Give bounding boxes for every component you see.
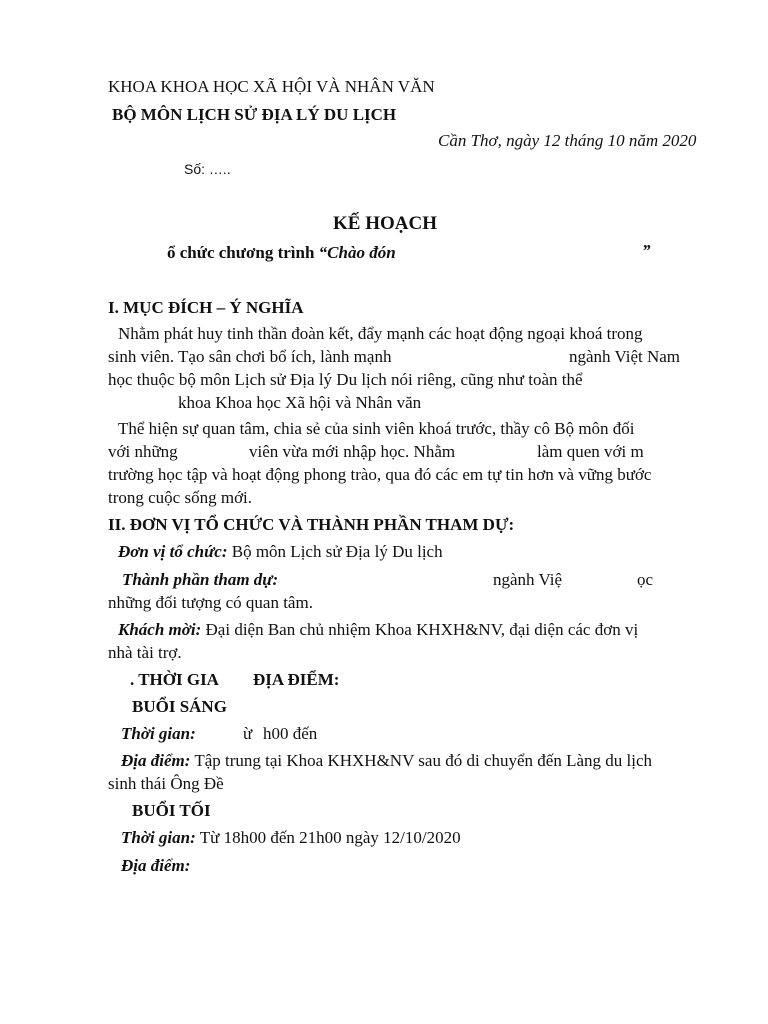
guests-line2: nhà tài trợ. bbox=[108, 643, 182, 662]
guests-line bbox=[118, 619, 638, 641]
document-subtitle bbox=[167, 242, 396, 264]
organizer-label: Đơn vị tổ chức: bbox=[118, 542, 228, 561]
evening-place-label: Địa điểm: bbox=[121, 856, 191, 875]
section-1-p1-line4: khoa Khoa học Xã hội và Nhân văn bbox=[178, 393, 422, 412]
morning-place-line bbox=[121, 750, 652, 772]
section-1-p1-line1: Nhằm phát huy tinh thần đoàn kết, đẩy mạnh các hoạt động ngoại khoá trong bbox=[118, 324, 643, 343]
morning-place-line2: sinh thái Ông Đề bbox=[108, 774, 224, 793]
morning-heading: BUỔI SÁNG bbox=[132, 697, 227, 716]
morning-time-b: h00 đến bbox=[263, 724, 318, 743]
document-title: KẾ HOẠCH bbox=[333, 213, 437, 234]
section-2-heading: II. ĐƠN VỊ TỔ CHỨC VÀ THÀNH PHẦN THAM DỰ: bbox=[108, 515, 515, 534]
participants-end: ọc bbox=[637, 570, 654, 589]
section-1-p2-line2a: với những bbox=[108, 442, 178, 461]
morning-time-a: ừ bbox=[243, 724, 253, 743]
section-1-p1-line2a: sinh viên. Tạo sân chơi bổ ích, lành mạnh bbox=[108, 347, 392, 366]
section-1-p1-line2b: ngành Việt Nam bbox=[569, 347, 681, 366]
participants-label: Thành phần tham dự: bbox=[122, 570, 279, 589]
section-1-p2-line3: trường học tập và hoạt động phong trào, qua đó các em tự tin hơn và vững bước bbox=[108, 465, 652, 484]
organizer-line bbox=[118, 541, 443, 563]
evening-time-label: Thời gian: bbox=[121, 828, 196, 847]
document-number: Số: ….. bbox=[184, 161, 231, 177]
guests-value: Đại diện Ban chủ nhiệm Khoa KHXH&NV, đại diện các đơn vị bbox=[201, 620, 639, 639]
evening-heading: BUỔI TỐI bbox=[132, 801, 211, 820]
evening-time-line bbox=[121, 827, 461, 849]
section-1-p2-line2b: viên vừa mới nhập học. Nhằm bbox=[249, 442, 456, 461]
section-1-p2-line1: Thể hiện sự quan tâm, chia sẻ của sinh viên khoá trước, thầy cô Bộ môn đối bbox=[118, 419, 635, 438]
organizer-value: Bộ môn Lịch sử Địa lý Du lịch bbox=[227, 542, 443, 561]
faculty-name: KHOA KHOA HỌC XÃ HỘI VÀ NHÂN VĂN bbox=[108, 77, 435, 96]
place-date: Cần Thơ, ngày 12 tháng 10 năm 2020 bbox=[438, 131, 697, 150]
evening-time-value: Từ 18h00 đến 21h00 ngày 12/10/2020 bbox=[195, 828, 461, 847]
section-1-p2-line4: trong cuộc sống mới. bbox=[108, 488, 253, 507]
section-3-heading-a: . THỜI GIA bbox=[130, 670, 219, 689]
participants-mid: ngành Việ bbox=[493, 570, 563, 589]
section-1-p2-line2c: làm quen với m bbox=[537, 442, 644, 461]
morning-time-label: Thời gian: bbox=[121, 724, 196, 743]
section-1-heading: I. MỤC ĐÍCH – Ý NGHĨA bbox=[108, 298, 304, 317]
morning-place-value: Tập trung tại Khoa KHXH&NV sau đó di chuyển đến Làng du lịch bbox=[190, 751, 652, 770]
subtitle-close-quote: ” bbox=[642, 241, 651, 260]
section-3-heading-b: ĐỊA ĐIỂM: bbox=[253, 670, 340, 689]
department-name: BỘ MÔN LỊCH SỬ ĐỊA LÝ DU LỊCH bbox=[112, 105, 397, 124]
morning-place-label: Địa điểm: bbox=[121, 751, 191, 770]
subtitle-quote: “Chào đón bbox=[318, 243, 396, 262]
participants-line2: những đối tượng có quan tâm. bbox=[108, 593, 313, 612]
subtitle-prefix: ổ chức chương trình bbox=[167, 243, 319, 262]
guests-label: Khách mời: bbox=[118, 620, 202, 639]
section-1-p1-line3: học thuộc bộ môn Lịch sử Địa lý Du lịch nói riêng, cũng như toàn thể bbox=[108, 370, 583, 389]
